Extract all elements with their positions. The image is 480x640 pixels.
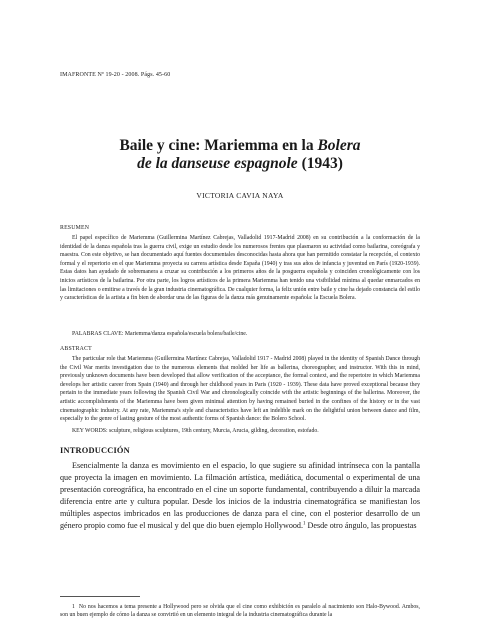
footnote [60, 603, 420, 620]
introduccion-text [60, 460, 420, 533]
article-title [60, 137, 420, 173]
author-name: VICTORIA CAVIA NAYA [196, 191, 284, 200]
resumen-text: El papel específico de Mariemma (Guillermina Martínez Cabrejas, Valladolid 1917-Madrid 2008) en su contribución a la conformación de la identidad de la danza española tras la guerra civil, exige un estudio desde los numerosos frentes que plasmaron su actividad como bailarina, coreógrafa y maestra. Con este objetivo, se han documentado aquí fuentes documentales desconocidas hasta ahora que han permitido constatar la recepción, el contexto formal y el repertorio en el que Mariemma proyecta su carrera artística desde España (1940) y tras sus años de infancia y juventud en París (1920-1939). Estas datos han ayudado de sobremanera a cruzar su contribución a los primeros años de la posguerra española y coinciden cronológicamente con los inicios artísticos de la bailarina. Por otra parte, los logros artísticos de la primera Mariemma han tenido una visibilidad mínima al quedar enmarcados en las limitaciones o emitirse a través de la gran industria cinematográfica. De cualquier forma, la feliz unión entre baile y cine ha dejado constancia del estilo y características de la artista a fin bien de abordar una de las figuras de la danza más genuinamente española: la Escuela Bolera. [60, 235, 420, 302]
abstract-text: The particular role that Mariemma (Guillermina Martínez Cabrejas, Valladolid 1917 - Madrid 2008) played in the identity of Spanish Dance through the Civil War merits investigation due to the numerous elements that molded her life as ballerina, choreographer, and instructor. With this in mind, previously unknown documents have been developed that allow verification of the acceptance, the formal context, and the repertoire in which Mariemma develops her artistic career from Spain (1940) and through her childhood years in Paris (1920 - 1939). These data have proved exceptional because they pertain to the immediate years following the Spanish Civil War and chronologically coincide with the artistic beginnings of the ballerina. Moreover, the artistic accomplishments of the Mariemma have been given minimal attention by having remained buried in the confines of the history or in the vast cinematographic industry. At any rate, Mariemma's style and characteristics have left an indelible mark on the delightful union between dance and film, especially to the genre of lasting gesture of the most authentic forms of Spanish dance: the Bolero School. [60, 356, 420, 423]
footnote-divider [60, 596, 140, 597]
introduccion-body: Esencialmente la danza es movimiento en el espacio, lo que sugiere su afinidad intrínseca con la pantalla que proyecta la imagen en movimiento. La filmación artística, mediática, documental o experimental de una presentación coreográfica, ha encontrado en el cine un soporte fundamental, contribuyendo a diluir la marcada diferencia entre arte y cultura popular. Desde los inicios de la industria cinematográfica se manifiestan los múltiples aspectos imbricados en las producciones de danza para el cine, con el posterior desarrollo de un género propio como fue el musical y del que dio buen ejemplo Hollywood. [60, 461, 420, 531]
footnote-text: No nos hacemos a tema presente a Hollywood pero se olvida que el cine como exhibición es paralelo al nacimiento son Halo-Bywood. Ambos, son un buen ejemplo de cómo la danza se convirtió en un elemento integral de la industria cinematográfica durante la [60, 604, 420, 619]
palabras-clave-label: PALABRAS CLAVE: [72, 331, 124, 337]
title-line-1-italic: Bolera [317, 137, 361, 154]
title-line-1-text: Baile y cine: Mariemma en la [119, 137, 314, 154]
title-line-2-italic: de la danseuse espagnole [137, 155, 298, 172]
palabras-clave [72, 330, 420, 339]
resumen-label: RESUMEN [60, 225, 90, 231]
introduccion-heading: INTRODUCCIÓN [60, 446, 130, 455]
running-head: IMAFRONTE Nº 19-20 - 2008. Págs. 45-60 [60, 72, 171, 78]
footnote-number: 1 [72, 604, 75, 610]
title-year: (1943) [301, 155, 343, 172]
footnote-ref[interactable]: 1 [302, 521, 306, 527]
introduccion-body-continued: Desde otro ángulo, las propuestas [307, 521, 417, 531]
key-words [72, 427, 420, 436]
title-line-2 [60, 155, 420, 173]
key-words-text: sculpture, religious sculptures, 19th century, Murcia, Arucia, gilding, decoration, estofado. [109, 428, 319, 434]
palabras-clave-text: Mariemma/danza española/escuela bolera/baile/cine. [124, 331, 248, 337]
key-words-label: KEY WORDS: [72, 428, 108, 434]
title-line-1 [60, 137, 420, 155]
abstract-label: ABSTRACT [60, 346, 92, 352]
